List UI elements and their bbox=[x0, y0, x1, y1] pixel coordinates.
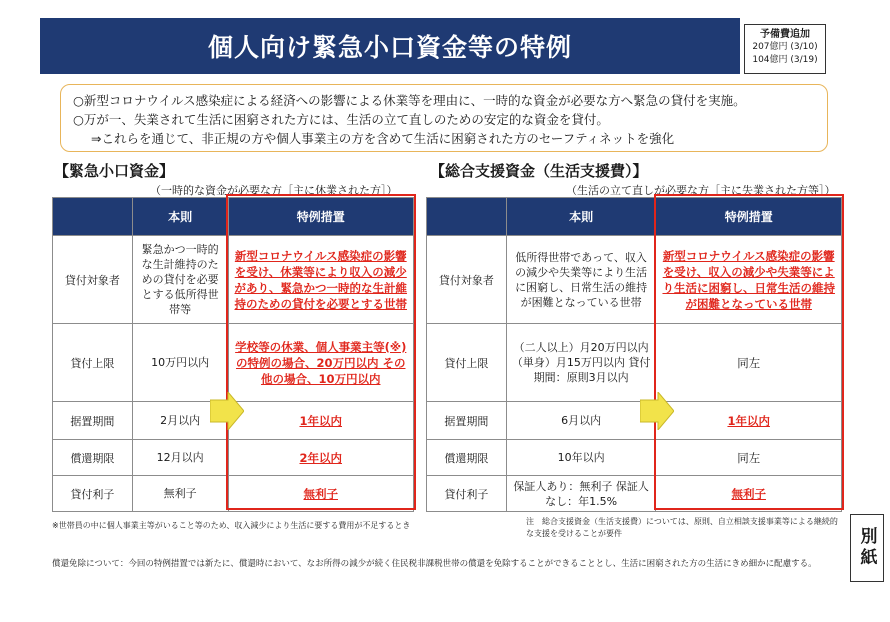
summary-line-1: ○新型コロナウイルス感染症による経済への影響による休業等を理由に、一時的な資金が必要な方へ緊急の貸付を実施。 bbox=[73, 93, 746, 108]
left-header-base: 本則 bbox=[132, 198, 228, 236]
left-section-title: 【緊急小口資金】 bbox=[54, 162, 175, 180]
left-header-special: 特例措置 bbox=[228, 198, 414, 236]
left-row-base: 12月以内 bbox=[132, 440, 228, 476]
right-header-base: 本則 bbox=[506, 198, 656, 236]
right-section-title: 【総合支援資金（生活支援費）】 bbox=[430, 162, 648, 180]
left-arrow-icon bbox=[210, 392, 244, 430]
footer-note: 償還免除について：今回の特例措置では新たに、償還時において、なお所得の減少が続く住民税非課税世帯の償還を免除することができることとし、生活に困窮された方の生活にきめ細かに配慮する。 bbox=[52, 559, 817, 569]
budget-line-2: 104億円 (3/19) bbox=[752, 55, 818, 65]
right-row-special: 無利子 bbox=[656, 476, 842, 512]
left-row-base: 緊急かつ一時的な生計維持のための貸付を必要とする低所得世帯等 bbox=[132, 236, 228, 324]
left-row-label: 貸付対象者 bbox=[53, 236, 133, 324]
right-row-label: 貸付上限 bbox=[427, 324, 507, 402]
right-row-base: 10年以内 bbox=[506, 440, 656, 476]
budget-heading: 予備費追加 bbox=[760, 29, 810, 40]
left-row-label: 貸付利子 bbox=[53, 476, 133, 512]
left-row-special: 学校等の休業、個人事業主等(※)の特例の場合、20万円以内 その他の場合、10万円以内 bbox=[228, 324, 414, 402]
left-row-special: 2年以内 bbox=[228, 440, 414, 476]
attachment-stamp: 別紙 bbox=[850, 514, 884, 582]
right-section-subtitle: （生活の立て直しが必要な方［主に失業された方等］） bbox=[566, 184, 836, 197]
right-row-special: 新型コロナウイルス感染症の影響を受け、収入の減少や失業等により生活に困窮し、日常生活の維持が困難となっている世帯 bbox=[656, 236, 842, 324]
right-row-label: 貸付利子 bbox=[427, 476, 507, 512]
left-row-base: 10万円以内 bbox=[132, 324, 228, 402]
left-row-base: 2月以内 bbox=[132, 402, 228, 440]
left-header-blank bbox=[53, 198, 133, 236]
right-row-label: 貸付対象者 bbox=[427, 236, 507, 324]
summary-line-2: ○万が一、失業されて生活に困窮された方には、生活の立て直しのための安定的な資金を貸付。 bbox=[73, 112, 609, 127]
right-row-base: 低所得世帯であって、収入の減少や失業等により生活に困窮し、日常生活の維持が困難となっている世帯 bbox=[506, 236, 656, 324]
right-footnote: 注 総合支援資金（生活支援費）については、原則、自立相談支援事業等による継続的な支援を受けることが要件 bbox=[526, 517, 838, 538]
right-row-special: 同左 bbox=[656, 440, 842, 476]
left-row-special: 無利子 bbox=[228, 476, 414, 512]
summary-box bbox=[60, 84, 828, 152]
right-table bbox=[426, 197, 842, 512]
right-header-blank bbox=[427, 198, 507, 236]
summary-line-3: ⇒これらを通じて、非正規の方や個人事業主の方を含めて生活に困窮された方のセーフティネットを強化 bbox=[91, 131, 675, 146]
left-row-base: 無利子 bbox=[132, 476, 228, 512]
right-header-special: 特例措置 bbox=[656, 198, 842, 236]
right-row-base: （二人以上）月20万円以内 （単身）月15万円以内 貸付期間：原則3月以内 bbox=[506, 324, 656, 402]
left-table bbox=[52, 197, 414, 512]
left-footnote: ※世帯員の中に個人事業主等がいること等のため、収入減少により生活に要する費用が不足するとき bbox=[52, 521, 411, 530]
right-row-special: 同左 bbox=[656, 324, 842, 402]
right-row-base: 保証人あり：無利子 保証人なし：年1.5% bbox=[506, 476, 656, 512]
page-title: 個人向け緊急小口資金等の特例 bbox=[40, 18, 740, 74]
left-row-special: 新型コロナウイルス感染症の影響を受け、休業等により収入の減少があり、緊急かつ一時的な生計維持のための貸付を必要とする世帯 bbox=[228, 236, 414, 324]
right-arrow-icon bbox=[640, 392, 674, 430]
right-row-base: 6月以内 bbox=[506, 402, 656, 440]
left-row-label: 償還期限 bbox=[53, 440, 133, 476]
left-row-label: 貸付上限 bbox=[53, 324, 133, 402]
budget-box bbox=[744, 24, 826, 74]
left-section-subtitle: （一時的な資金が必要な方［主に休業された方］） bbox=[150, 184, 398, 197]
left-row-special: 1年以内 bbox=[228, 402, 414, 440]
budget-line-1: 207億円 (3/10) bbox=[752, 42, 818, 52]
right-row-label: 償還期限 bbox=[427, 440, 507, 476]
right-row-label: 据置期間 bbox=[427, 402, 507, 440]
left-row-label: 据置期間 bbox=[53, 402, 133, 440]
right-row-special: 1年以内 bbox=[656, 402, 842, 440]
